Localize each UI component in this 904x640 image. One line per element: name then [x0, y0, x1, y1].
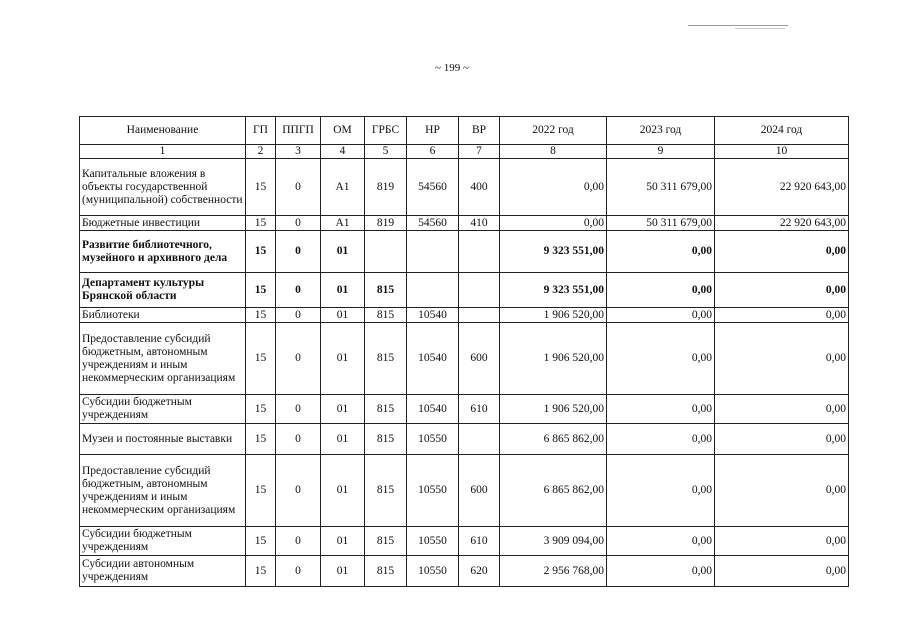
- om-cell: 01: [321, 527, 365, 556]
- amount-2022-cell: 9 323 551,00: [500, 231, 607, 273]
- amount-2023-cell: 50 311 679,00: [607, 216, 715, 231]
- nr-cell: 54560: [407, 159, 459, 216]
- amount-2024-cell: 0,00: [715, 424, 849, 455]
- name-cell: Департамент культуры Брянской области: [80, 273, 246, 308]
- grbs-cell: 815: [365, 273, 407, 308]
- scan-mark: [688, 25, 788, 26]
- amount-2023-cell: 0,00: [607, 556, 715, 587]
- name-cell: Предоставление субсидий бюджетным, автономным учреждениям и иным некоммерческим организациям: [80, 455, 246, 527]
- vr-cell: 400: [459, 159, 500, 216]
- table-row: [80, 216, 849, 231]
- name-cell: Музеи и постоянные выставки: [80, 424, 246, 455]
- header-cell: 2022 год: [500, 117, 607, 145]
- gp-cell: 15: [246, 527, 276, 556]
- om-cell: 01: [321, 424, 365, 455]
- header-cell: 2024 год: [715, 117, 849, 145]
- header-cell: ППГП: [276, 117, 321, 145]
- table-header-row: [80, 117, 849, 145]
- amount-2023-cell: 0,00: [607, 308, 715, 323]
- om-cell: А1: [321, 216, 365, 231]
- vr-cell: 610: [459, 527, 500, 556]
- om-cell: 01: [321, 556, 365, 587]
- grbs-cell: 815: [365, 424, 407, 455]
- om-cell: 01: [321, 395, 365, 424]
- ppgp-cell: 0: [276, 216, 321, 231]
- grbs-cell: 815: [365, 323, 407, 395]
- column-number-cell: 10: [715, 145, 849, 159]
- ppgp-cell: 0: [276, 273, 321, 308]
- name-cell: Субсидии бюджетным учреждениям: [80, 395, 246, 424]
- table-row: [80, 273, 849, 308]
- table-row: [80, 455, 849, 527]
- page-number: ~ 199 ~: [435, 62, 469, 74]
- ppgp-cell: 0: [276, 323, 321, 395]
- amount-2024-cell: 22 920 643,00: [715, 159, 849, 216]
- amount-2023-cell: 0,00: [607, 455, 715, 527]
- vr-cell: 410: [459, 216, 500, 231]
- vr-cell: [459, 273, 500, 308]
- amount-2023-cell: 0,00: [607, 273, 715, 308]
- amount-2024-cell: 0,00: [715, 231, 849, 273]
- table-row: [80, 556, 849, 587]
- name-cell: Библиотеки: [80, 308, 246, 323]
- column-number-cell: 7: [459, 145, 500, 159]
- name-cell: Субсидии бюджетным учреждениям: [80, 527, 246, 556]
- amount-2024-cell: 0,00: [715, 527, 849, 556]
- gp-cell: 15: [246, 273, 276, 308]
- amount-2023-cell: 0,00: [607, 527, 715, 556]
- om-cell: 01: [321, 323, 365, 395]
- om-cell: 01: [321, 231, 365, 273]
- amount-2022-cell: 0,00: [500, 159, 607, 216]
- nr-cell: 10550: [407, 455, 459, 527]
- amount-2024-cell: 0,00: [715, 556, 849, 587]
- header-cell: ГРБС: [365, 117, 407, 145]
- om-cell: А1: [321, 159, 365, 216]
- grbs-cell: 815: [365, 527, 407, 556]
- om-cell: 01: [321, 273, 365, 308]
- amount-2022-cell: 9 323 551,00: [500, 273, 607, 308]
- nr-cell: [407, 231, 459, 273]
- gp-cell: 15: [246, 308, 276, 323]
- ppgp-cell: 0: [276, 527, 321, 556]
- grbs-cell: [365, 231, 407, 273]
- header-cell: 2023 год: [607, 117, 715, 145]
- column-number-cell: 9: [607, 145, 715, 159]
- ppgp-cell: 0: [276, 231, 321, 273]
- gp-cell: 15: [246, 424, 276, 455]
- amount-2023-cell: 0,00: [607, 424, 715, 455]
- column-number-cell: 5: [365, 145, 407, 159]
- om-cell: 01: [321, 455, 365, 527]
- amount-2022-cell: 2 956 768,00: [500, 556, 607, 587]
- column-number-cell: 1: [80, 145, 246, 159]
- amount-2024-cell: 0,00: [715, 323, 849, 395]
- amount-2022-cell: 3 909 094,00: [500, 527, 607, 556]
- gp-cell: 15: [246, 216, 276, 231]
- column-number-cell: 2: [246, 145, 276, 159]
- header-cell: ОМ: [321, 117, 365, 145]
- header-cell: НР: [407, 117, 459, 145]
- vr-cell: 600: [459, 323, 500, 395]
- ppgp-cell: 0: [276, 424, 321, 455]
- amount-2024-cell: 0,00: [715, 273, 849, 308]
- vr-cell: [459, 308, 500, 323]
- nr-cell: [407, 273, 459, 308]
- vr-cell: [459, 231, 500, 273]
- scan-mark: [735, 28, 785, 29]
- grbs-cell: 815: [365, 308, 407, 323]
- amount-2023-cell: 0,00: [607, 323, 715, 395]
- gp-cell: 15: [246, 395, 276, 424]
- table-row: [80, 395, 849, 424]
- amount-2023-cell: 50 311 679,00: [607, 159, 715, 216]
- ppgp-cell: 0: [276, 455, 321, 527]
- grbs-cell: 819: [365, 159, 407, 216]
- nr-cell: 10540: [407, 308, 459, 323]
- amount-2024-cell: 22 920 643,00: [715, 216, 849, 231]
- vr-cell: 620: [459, 556, 500, 587]
- amount-2022-cell: 1 906 520,00: [500, 323, 607, 395]
- name-cell: Субсидии автономным учреждениям: [80, 556, 246, 587]
- column-number-cell: 3: [276, 145, 321, 159]
- budget-table: [79, 116, 849, 587]
- gp-cell: 15: [246, 159, 276, 216]
- table-row: [80, 159, 849, 216]
- ppgp-cell: 0: [276, 159, 321, 216]
- vr-cell: [459, 424, 500, 455]
- table-row: [80, 308, 849, 323]
- table-row: [80, 424, 849, 455]
- grbs-cell: 815: [365, 455, 407, 527]
- header-cell: ГП: [246, 117, 276, 145]
- amount-2024-cell: 0,00: [715, 455, 849, 527]
- name-cell: Бюджетные инвестиции: [80, 216, 246, 231]
- nr-cell: 10550: [407, 424, 459, 455]
- amount-2024-cell: 0,00: [715, 395, 849, 424]
- column-number-row: [80, 145, 849, 159]
- header-cell: Наименование: [80, 117, 246, 145]
- grbs-cell: 815: [365, 556, 407, 587]
- ppgp-cell: 0: [276, 308, 321, 323]
- nr-cell: 10540: [407, 395, 459, 424]
- amount-2022-cell: 6 865 862,00: [500, 455, 607, 527]
- grbs-cell: 815: [365, 395, 407, 424]
- nr-cell: 10550: [407, 527, 459, 556]
- column-number-cell: 4: [321, 145, 365, 159]
- gp-cell: 15: [246, 231, 276, 273]
- amount-2022-cell: 0,00: [500, 216, 607, 231]
- amount-2023-cell: 0,00: [607, 231, 715, 273]
- column-number-cell: 6: [407, 145, 459, 159]
- gp-cell: 15: [246, 556, 276, 587]
- amount-2023-cell: 0,00: [607, 395, 715, 424]
- vr-cell: 600: [459, 455, 500, 527]
- header-cell: ВР: [459, 117, 500, 145]
- table-row: [80, 231, 849, 273]
- column-number-cell: 8: [500, 145, 607, 159]
- gp-cell: 15: [246, 323, 276, 395]
- name-cell: Предоставление субсидий бюджетным, автономным учреждениям и иным некоммерческим организациям: [80, 323, 246, 395]
- table-row: [80, 323, 849, 395]
- vr-cell: 610: [459, 395, 500, 424]
- gp-cell: 15: [246, 455, 276, 527]
- table-row: [80, 527, 849, 556]
- nr-cell: 10540: [407, 323, 459, 395]
- amount-2022-cell: 6 865 862,00: [500, 424, 607, 455]
- nr-cell: 10550: [407, 556, 459, 587]
- amount-2022-cell: 1 906 520,00: [500, 308, 607, 323]
- om-cell: 01: [321, 308, 365, 323]
- grbs-cell: 819: [365, 216, 407, 231]
- ppgp-cell: 0: [276, 395, 321, 424]
- name-cell: Капитальные вложения в объекты государственной (муниципальной) собственности: [80, 159, 246, 216]
- ppgp-cell: 0: [276, 556, 321, 587]
- nr-cell: 54560: [407, 216, 459, 231]
- name-cell: Развитие библиотечного, музейного и архивного дела: [80, 231, 246, 273]
- amount-2024-cell: 0,00: [715, 308, 849, 323]
- amount-2022-cell: 1 906 520,00: [500, 395, 607, 424]
